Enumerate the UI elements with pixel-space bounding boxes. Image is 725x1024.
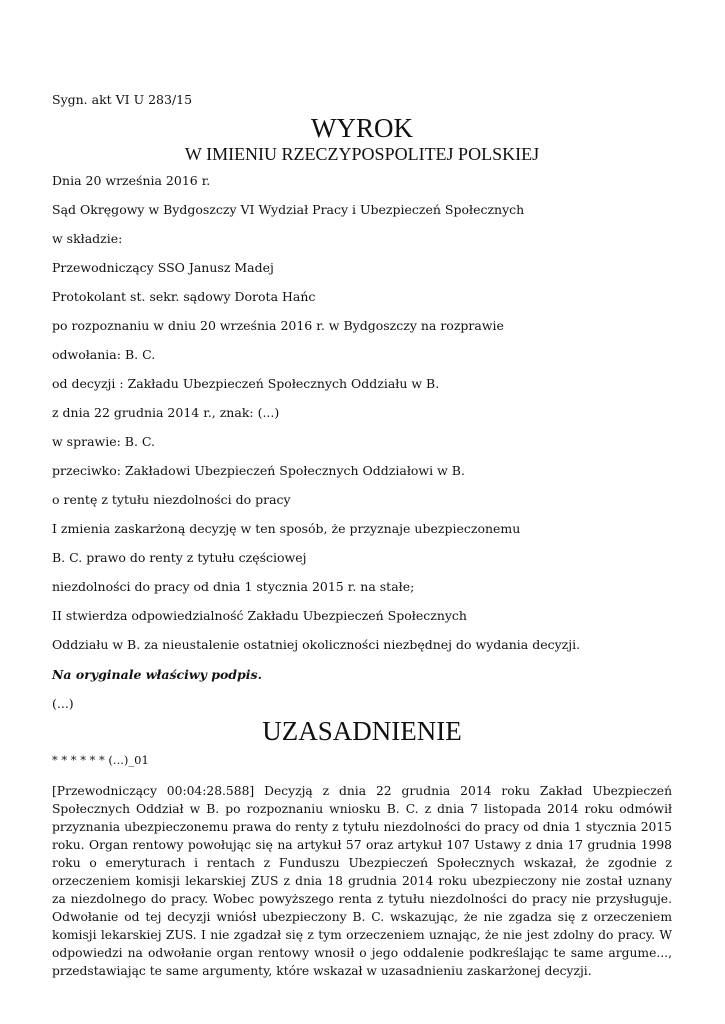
opposing-party: przeciwko: Zakładowi Ubezpieczeń Społecznych Oddziałowi w B.	[52, 463, 465, 478]
ruling-point-2-cont: Oddziału w B. za nieustalenie ostatniej okoliczności niezbędnej do wydania decyzji.	[52, 637, 581, 652]
ruling-point-1-cont: B. C. prawo do renty z tytułu częściowej	[52, 550, 307, 565]
presiding-judge: Przewodniczący SSO Janusz Madej	[52, 260, 274, 275]
court-name: Sąd Okręgowy w Bydgoszczy VI Wydział Pracy i Ubezpieczeń Społecznych	[52, 202, 525, 217]
composition-label: w składzie:	[52, 231, 123, 246]
hearing-info: po rozpoznaniu w dniu 20 września 2016 r. w Bydgoszczy na rozprawie	[52, 318, 504, 333]
ruling-point-2: II stwierdza odpowiedzialność Zakładu Ubezpieczeń Społecznych	[52, 608, 467, 623]
case-party: w sprawie: B. C.	[52, 434, 156, 449]
appeal-party: odwołania: B. C.	[52, 347, 156, 362]
judgment-title: WYROK	[311, 113, 413, 143]
case-subject: o rentę z tytułu niezdolności do pracy	[52, 492, 291, 507]
case-signature: Sygn. akt VI U 283/15	[52, 92, 193, 107]
justification-paragraph: [Przewodniczący 00:04:28.588] Decyzją z dnia 22 grudnia 2014 roku Zakład Ubezpieczeń Społecznych Oddział w B. po rozpoznaniu wniosku B. C. z dnia 7 listopada 2014 roku odmówił przyznania ubezpieczonemu prawa do renty z tytułu niezdolności do pracy od dnia 1 stycznia 2015 roku. Organ rentowy powołując się na artykuł 57 oraz artykuł 107 Ustawy z dnia 17 grudnia 1998 roku o emeryturach i rentach z Funduszu Ubezpieczeń Społecznych wskazał, że zgodnie z orzeczeniem komisji lekarskiej ZUS z dnia 18 grudnia 2014 roku ubezpieczony nie został uznany za niezdolnego do pracy. Wobec powyższego renta z tytułu niezdolności do pracy nie przysługuje. Odwołanie od tej decyzji wniósł ubezpieczony B. C. wskazując, że nie zgadza się z orzeczeniem komisji lekarskiej ZUS. I nie zgadzał się z tym orzeczeniem uznając, że nie jest zdolny do pracy. W odpowiedzi na odwołanie organ rentowy wnosił o jego oddalenie podkreślając te same argume..., przedstawiając te same argumenty, które wskazał w uzasadnieniu zaskarżonej decyzji.	[52, 784, 672, 978]
judgment-subtitle: W IMIENIU RZECZYPOSPOLITEJ POLSKIEJ	[184, 144, 540, 164]
decision-source: od decyzji : Zakładu Ubezpieczeń Społecznych Oddziału w B.	[52, 376, 440, 391]
signature-note: Na oryginale właściwy podpis.	[52, 667, 262, 682]
section-marker: * * * * * * (...)_01	[52, 753, 149, 767]
ruling-point-1-end: niezdolności do pracy od dnia 1 stycznia 2015 r. na stałe;	[52, 579, 415, 594]
ruling-point-1: I zmienia zaskarżoną decyzję w ten sposób, że przyznaje ubezpieczonemu	[52, 521, 521, 536]
decision-date: z dnia 22 grudnia 2014 r., znak: (...)	[52, 405, 280, 420]
judgment-date: Dnia 20 września 2016 r.	[52, 173, 211, 188]
section-title: UZASADNIENIE	[262, 716, 462, 746]
ellipsis: (...)	[52, 696, 74, 711]
court-clerk: Protokolant st. sekr. sądowy Dorota Hańc	[52, 289, 316, 304]
